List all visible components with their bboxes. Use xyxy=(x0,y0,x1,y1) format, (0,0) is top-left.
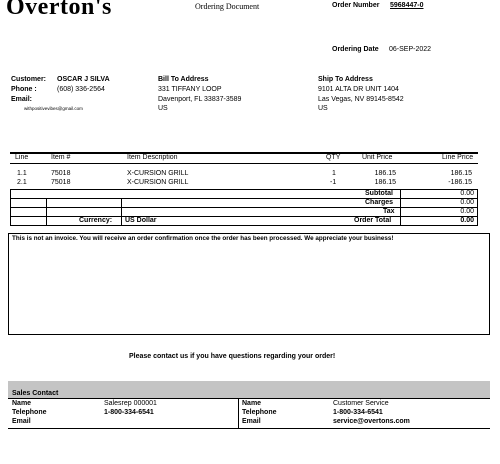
customer-email: withpositivevibes@gmail.com xyxy=(24,106,83,111)
currency-value: US Dollar xyxy=(125,217,157,224)
customer-phone: (608) 336-2564 xyxy=(57,86,105,93)
order-number: 5968447-0 xyxy=(390,2,424,9)
subtotal-label: Subtotal xyxy=(365,190,393,197)
totals-left-border xyxy=(10,189,11,225)
row2-item: 75018 xyxy=(51,179,71,186)
service-telephone-label: Telephone xyxy=(242,409,277,416)
ship-to-line2: Las Vegas, NV 89145-8542 xyxy=(318,96,404,103)
service-name-label: Name xyxy=(242,400,262,407)
document-title: Ordering Document xyxy=(195,2,260,11)
sales-contact-title: Sales Contact xyxy=(12,390,59,397)
col-header-line-price: Line Price xyxy=(442,154,474,161)
sales-contact-divider xyxy=(238,398,239,428)
brand-logo: Overton's xyxy=(6,0,112,20)
sales-name-label: Name xyxy=(12,400,32,407)
bill-to-line1: 331 TIFFANY LOOP xyxy=(158,86,222,93)
totals-rule-3 xyxy=(10,207,478,208)
sales-email-label: Email xyxy=(12,418,31,425)
contact-prompt: Please contact us if you have questions regarding your order! xyxy=(129,353,336,360)
service-email-label: Email xyxy=(242,418,261,425)
col-header-qty: QTY xyxy=(326,154,341,161)
row1-line-price: 186.15 xyxy=(450,170,472,177)
customer-name: OSCAR J SILVA xyxy=(57,76,110,83)
ship-to-label: Ship To Address xyxy=(318,76,373,83)
col-header-item: Item # xyxy=(51,154,71,161)
order-total-value: 0.00 xyxy=(460,217,474,224)
charges-value: 0.00 xyxy=(460,199,474,206)
row2-unit-price: 186.15 xyxy=(374,179,396,186)
col-header-line: Line xyxy=(15,154,29,161)
row1-description: X-CURSION GRILL xyxy=(127,170,189,177)
totals-top-rule xyxy=(10,189,478,190)
totals-col-divider-2 xyxy=(121,198,122,225)
sales-contact-bottom-rule xyxy=(8,428,490,429)
totals-right-border xyxy=(477,189,478,225)
sales-telephone-label: Telephone xyxy=(12,409,47,416)
order-number-label: Order Number xyxy=(332,2,380,9)
row1-unit-price: 186.15 xyxy=(374,170,396,177)
row2-line-price: -186.15 xyxy=(448,179,472,186)
notice-text: This is not an invoice. You will receive an order confirmation once the order has been processed. We appreciate your business! xyxy=(12,235,394,242)
ordering-date: 06-SEP-2022 xyxy=(389,46,432,53)
ordering-date-label: Ordering Date xyxy=(332,46,379,53)
bill-to-line3: US xyxy=(158,105,168,112)
row1-qty: 1 xyxy=(332,170,336,177)
col-header-unit-price: Unit Price xyxy=(362,154,393,161)
bill-to-line2: Davenport, FL 33837-3589 xyxy=(158,96,242,103)
totals-col-divider-3 xyxy=(400,189,401,225)
ship-to-line1: 9101 ALTA DR UNIT 1404 xyxy=(318,86,399,93)
totals-rule-2 xyxy=(10,198,478,199)
col-header-description: Item Description xyxy=(127,154,178,161)
tax-label: Tax xyxy=(383,208,395,215)
row2-qty: -1 xyxy=(330,179,337,186)
table-header-rule xyxy=(10,163,478,164)
row1-item: 75018 xyxy=(51,170,71,177)
currency-label: Currency: xyxy=(79,217,113,224)
customer-label: Customer: xyxy=(11,76,47,83)
bill-to-label: Bill To Address xyxy=(158,76,209,83)
email-label: Email: xyxy=(11,96,33,103)
charges-label: Charges xyxy=(365,199,394,206)
sales-contact-body xyxy=(8,398,490,464)
row1-line: 1.1 xyxy=(17,170,27,177)
phone-label: Phone : xyxy=(11,86,37,93)
sales-name: Salesrep 000001 xyxy=(104,400,157,407)
row2-description: X-CURSION GRILL xyxy=(127,179,189,186)
service-telephone: 1-800-334-6541 xyxy=(333,409,383,416)
ship-to-line3: US xyxy=(318,105,328,112)
subtotal-value: 0.00 xyxy=(460,190,474,197)
totals-col-divider-1 xyxy=(46,198,47,225)
order-total-label: Order Total xyxy=(354,217,392,224)
service-name: Customer Service xyxy=(333,400,389,407)
sales-telephone: 1-800-334-6541 xyxy=(104,409,154,416)
totals-bottom-rule xyxy=(10,225,478,226)
tax-value: 0.00 xyxy=(460,208,474,215)
notice-box xyxy=(8,233,490,335)
row2-line: 2.1 xyxy=(17,179,27,186)
service-email[interactable]: service@overtons.com xyxy=(333,418,410,425)
table-top-rule xyxy=(10,152,478,154)
